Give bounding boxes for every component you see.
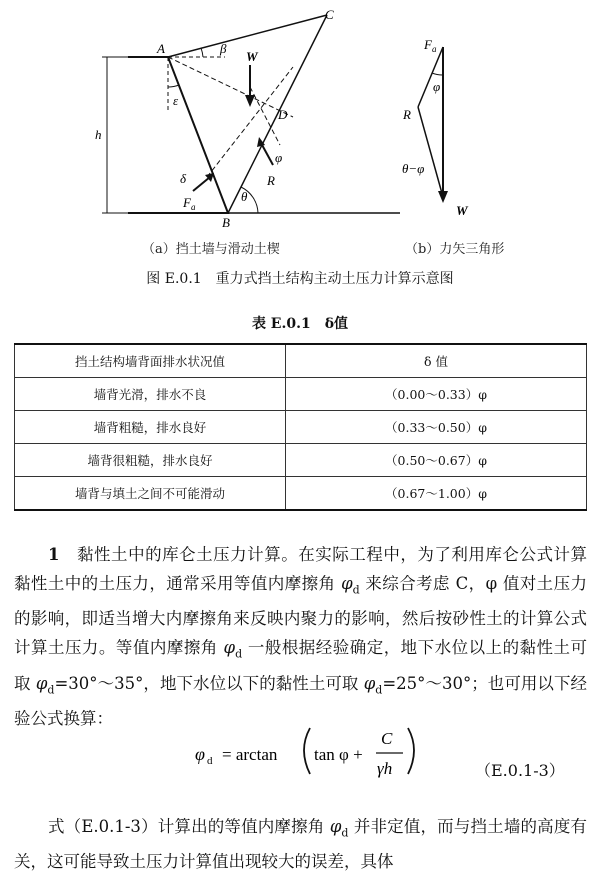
phi-symbol: φ	[329, 817, 342, 836]
label-D: D	[278, 107, 288, 122]
para-text: 来综合考虑 C，φ 值对土压力的影响，即适当增大内摩擦角来反映内聚力的影响，然后按砂性土的计算公式计算土压力。等值内摩擦角	[14, 574, 587, 658]
table-cell: 墙背与填土之间不可能滑动	[15, 477, 286, 511]
item-number: 1	[48, 545, 60, 564]
table-header-row	[15, 344, 587, 378]
label-A: A	[157, 41, 165, 56]
para-text: =30°～35°，地下水位以下的黏性土可取	[54, 673, 364, 693]
formula-denominator: γh	[377, 759, 393, 778]
label-phi-b: φ	[433, 79, 441, 94]
label-Fa-b: $F_a$	[424, 37, 437, 54]
formula-eq: = arctan	[222, 745, 278, 764]
label-R: R	[267, 173, 275, 188]
para-text: 式（E.0.1-3）计算出的等值内摩擦角	[48, 817, 330, 836]
subscript: d	[352, 583, 360, 597]
equation-number: （E.0.1-3）	[475, 761, 565, 780]
table-cell: （0.00～0.33）φ	[286, 378, 587, 411]
label-C: C	[325, 7, 334, 22]
para-text: 并非定值，而与挡土墙的高度有关，这可能导致土压力计算值出现较大的误差，具体	[14, 817, 587, 872]
label-Fa: $F_a$	[183, 195, 196, 212]
phi-symbol: φ	[35, 673, 48, 693]
label-phi-a: φ	[275, 150, 283, 165]
right-paren	[408, 728, 414, 774]
table-cell: （0.33～0.50）φ	[286, 411, 587, 444]
label-B: B	[222, 215, 230, 230]
label-h: h	[95, 127, 102, 142]
para-text: 一般根据经验确定，地下水位以上的黏性土可取	[14, 638, 588, 693]
para-text: 黏性土中的库仑土压力计算。在实际工程中，为了利用库仑公式计算黏性土中的土压力，通常采用等值内摩擦角	[14, 545, 587, 593]
subscript: d	[375, 682, 383, 696]
paragraph-cohesive-soil	[14, 540, 587, 733]
subscript: d	[47, 682, 55, 696]
label-delta: δ	[180, 171, 187, 186]
table-row	[15, 378, 587, 411]
r-arrow	[261, 143, 273, 165]
subscript: d	[235, 647, 243, 661]
figure-a-wall-wedge	[95, 5, 425, 235]
table-cell: 墙背粗糙，排水良好	[15, 411, 286, 444]
label-theta: θ	[241, 189, 248, 204]
phi-symbol: φ	[363, 673, 376, 693]
para-text: =25°～30°；也可用以下经验公式换算：	[14, 673, 587, 728]
phi-symbol: φ	[341, 574, 353, 593]
table-cell: （0.67～1.00）φ	[286, 477, 587, 511]
label-theta-phi: θ−φ	[402, 161, 425, 176]
table-cell: （0.50～0.67）φ	[286, 444, 587, 477]
formula-lhs: φ	[195, 744, 205, 764]
delta-table	[14, 343, 587, 511]
table-title: 表 E.0.1 δ值	[251, 316, 349, 332]
figure-title: 图 E.0.1 重力式挡土结构主动土压力计算示意图	[146, 271, 454, 287]
retaining-wall	[128, 57, 228, 213]
label-W-b: W	[456, 203, 468, 218]
label-beta: β	[220, 41, 227, 56]
formula-lhs-sub: d	[207, 755, 213, 767]
table-row	[15, 411, 587, 444]
figure-a-caption: （a）挡土墙与滑动土楔	[142, 242, 280, 257]
table-header-cell: δ 值	[286, 344, 587, 378]
formula-tan: tan φ +	[314, 745, 363, 764]
table-row	[15, 477, 587, 511]
fa-arrow	[193, 177, 210, 191]
table-row	[15, 444, 587, 477]
phi-symbol: φ	[223, 638, 236, 658]
label-W: W	[246, 49, 258, 64]
table-header-cell: 挡土结构墙背面排水状况值	[15, 344, 286, 378]
r-vector	[418, 107, 443, 197]
phi-arc-b	[432, 73, 443, 75]
left-paren	[304, 728, 310, 774]
table-cell: 墙背很粗糙，排水良好	[15, 444, 286, 477]
formula-numerator: C	[381, 729, 393, 748]
figure-b-caption: （b）力矢三角形	[405, 242, 505, 257]
fa-vector	[418, 47, 443, 107]
label-epsilon: ε	[173, 93, 179, 108]
beta-arc	[201, 48, 203, 57]
epsilon-arc	[168, 85, 179, 87]
weight-arrowhead	[245, 95, 255, 107]
label-R-b: R	[403, 107, 411, 122]
table-cell: 墙背光滑，排水不良	[15, 378, 286, 411]
figure-b-force-triangle	[390, 25, 510, 255]
subscript: d	[341, 826, 349, 840]
paragraph-note	[14, 812, 587, 876]
